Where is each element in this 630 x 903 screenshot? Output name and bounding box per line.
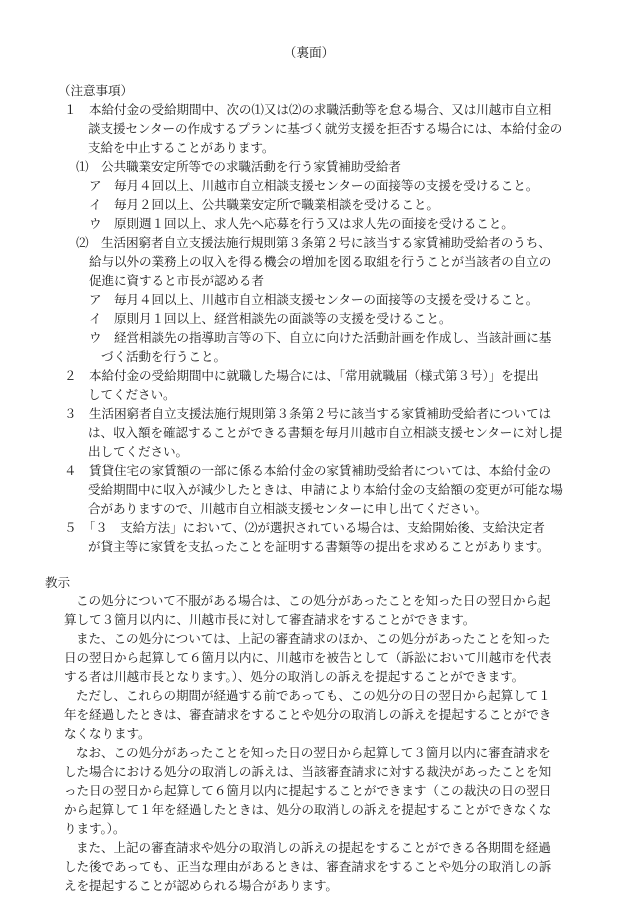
kyoji-heading: 教示 <box>45 575 70 590</box>
note-line: 合がありますので、川越市自立相談支援センターに申し出てください。 <box>88 501 488 516</box>
note-line: ⑵ 生活困窮者自立支援法施行規則第３条第２号に該当する家賃補助受給者のうち、 <box>76 235 551 250</box>
notes-heading: （注意事項） <box>58 83 133 98</box>
kyoji-line: また、上記の審査請求や処分の取消しの訴えの提起をすることができる各期間を経過 <box>76 840 551 855</box>
note-line: ウ 経営相談先の指導助言等の下、自立に向けた活動計画を作成し、当該計画に基 <box>89 330 552 345</box>
note-line: 支給を中止することがあります。 <box>88 140 275 155</box>
kyoji-line: から起算して１年を経過したときは、処分の取消しの訴えを提起することができなくな <box>64 802 552 817</box>
kyoji-line: また、この処分については、上記の審査請求のほか、この処分があったことを知った <box>76 631 551 646</box>
note-line: は、収入額を確認することができる書類を毎月川越市自立相談支援センターに対し提 <box>88 425 563 440</box>
note-line: 出してください。 <box>88 444 188 459</box>
kyoji-line: なくなります。 <box>64 726 151 741</box>
kyoji-line: 年を経過したときは、審査請求をすることや処分の取消しの訴えを提起することができ <box>64 707 552 722</box>
note-line: 給与以外の業務上の収入を得る機会の増加を図る取組を行うことが当該者の自立の <box>89 254 552 269</box>
note-line: イ 原則月１回以上、経営相談先の面談等の支援を受けること。 <box>89 311 452 326</box>
note-line: ５ 「３ 支給方法」において、⑵が選択されている場合は、支給開始後、支給決定者 <box>64 520 545 535</box>
note-line: が貸主等に家賃を支払ったことを証明する書類等の提出を求めることがあります。 <box>88 539 550 554</box>
kyoji-line: した後であっても、正当な理由があるときは、審査請求をすることや処分の取消しの訴 <box>64 859 552 874</box>
kyoji-line: この処分について不服がある場合は、この処分があったことを知った日の翌日から起 <box>76 593 551 608</box>
page-title: （裏面） <box>283 46 335 61</box>
kyoji-line: ただし、これらの期間が経過する前であっても、この処分の日の翌日から起算して１ <box>76 688 551 703</box>
note-line: ２ 本給付金の受給期間中に就職した場合には、「常用就職届（様式第３号）」を提出 <box>64 368 539 383</box>
kyoji-line: する者は川越市長となります。）、処分の取消しの訴えを提起することができます。 <box>64 669 525 684</box>
kyoji-line: 算して３箇月以内に、川越市長に対して審査請求をすることができます。 <box>64 612 476 627</box>
kyoji-line: ります。）。 <box>64 821 126 836</box>
note-line: ⑴ 公共職業安定所等での求職活動を行う家賃補助受給者 <box>76 159 401 174</box>
note-line: 促進に資すると市長が認める者 <box>89 273 264 288</box>
note-line: ウ 原則週１回以上、求人先へ応募を行う又は求人先の面接を受けること。 <box>89 216 514 231</box>
note-line: イ 毎月２回以上、公共職業安定所で職業相談を受けること。 <box>89 197 439 212</box>
note-line: 談支援センターの作成するプランに基づく就労支援を拒否する場合には、本給付金の <box>88 121 563 136</box>
kyoji-line: なお、この処分があったことを知った日の翌日から起算して３箇月以内に審査請求を <box>76 745 551 760</box>
note-line: してください。 <box>88 387 176 402</box>
note-line: づく活動を行うこと。 <box>101 349 226 364</box>
kyoji-line: した場合における処分の取消しの訴えは、当該審査請求に対する裁決があったことを知 <box>64 764 552 779</box>
kyoji-line: った日の翌日から起算して６箇月以内に提起することができます（この裁決の日の翌日 <box>64 783 552 798</box>
note-line: ３ 生活困窮者自立支援法施行規則第３条第２号に該当する家賃補助受給者については <box>64 406 552 421</box>
note-line: １ 本給付金の受給期間中、次の⑴又は⑵の求職活動等を怠る場合、又は川越市自立相 <box>64 102 552 117</box>
note-line: 受給期間中に収入が減少したときは、申請により本給付金の支給額の変更が可能な場 <box>88 482 563 497</box>
note-line: ア 毎月４回以上、川越市自立相談支援センターの面接等の支援を受けること。 <box>89 292 539 307</box>
note-line: ４ 賃貸住宅の家賃額の一部に係る本給付金の家賃補助受給者については、本給付金の <box>64 463 552 478</box>
note-line: ア 毎月４回以上、川越市自立相談支援センターの面接等の支援を受けること。 <box>89 178 539 193</box>
kyoji-line: 日の翌日から起算して６箇月以内に、川越市を被告として（訴訟において川越市を代表 <box>64 650 552 665</box>
kyoji-line: えを提起することが認められる場合があります。 <box>64 878 338 893</box>
